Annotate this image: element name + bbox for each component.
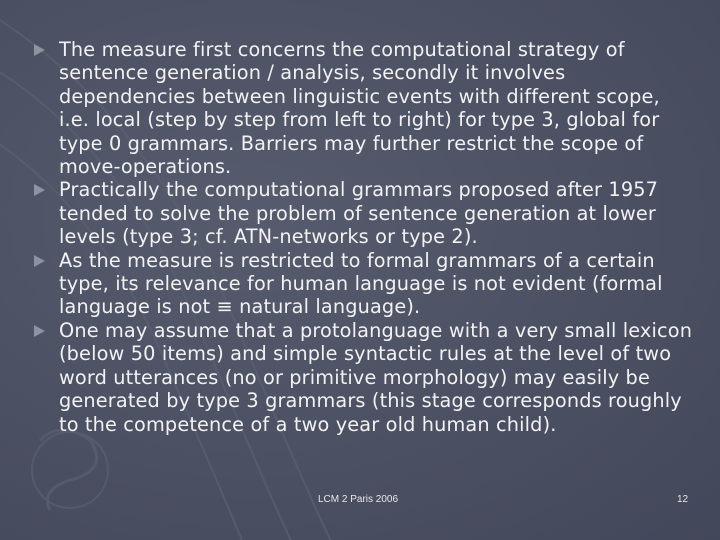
bullet-list — [34, 38, 694, 436]
bullet-item — [34, 178, 694, 248]
footer-conference-label: LCM 2 Paris 2006 — [318, 494, 399, 505]
triangle-right-icon — [34, 325, 45, 337]
bullet-item — [34, 249, 694, 319]
triangle-right-icon — [34, 255, 45, 267]
bullet-item — [34, 38, 694, 178]
bullet-text: As the measure is restricted to formal grammars of a certain type, its relevance for human language is not evident (formal language is not ≡ natural language). — [59, 248, 663, 319]
slide-page-number: 12 — [677, 494, 689, 505]
triangle-right-icon — [34, 44, 45, 56]
bullet-item — [34, 319, 694, 436]
bullet-text: The measure first concerns the computational strategy of sentence generation / analysis, secondly it involves dependencies between linguistic events with different scope, i.e. local (step by step from left to right) for type 3, global for type 0 grammars. Barriers may further restrict the scope of move-operations. — [59, 38, 660, 179]
triangle-right-icon — [34, 184, 45, 196]
bullet-text: One may assume that a protolanguage with a very small lexicon (below 50 items) and simple syntactic rules at the level of two word utterances (no or primitive morphology) may easily be generated by type 3 grammars (this stage corresponds roughly to the competence of a two year old human child). — [59, 318, 693, 436]
bullet-text: Practically the computational grammars proposed after 1957 tended to solve the problem of sentence generation at lower levels (type 3; cf. ATN-networks or type 2). — [59, 178, 659, 249]
